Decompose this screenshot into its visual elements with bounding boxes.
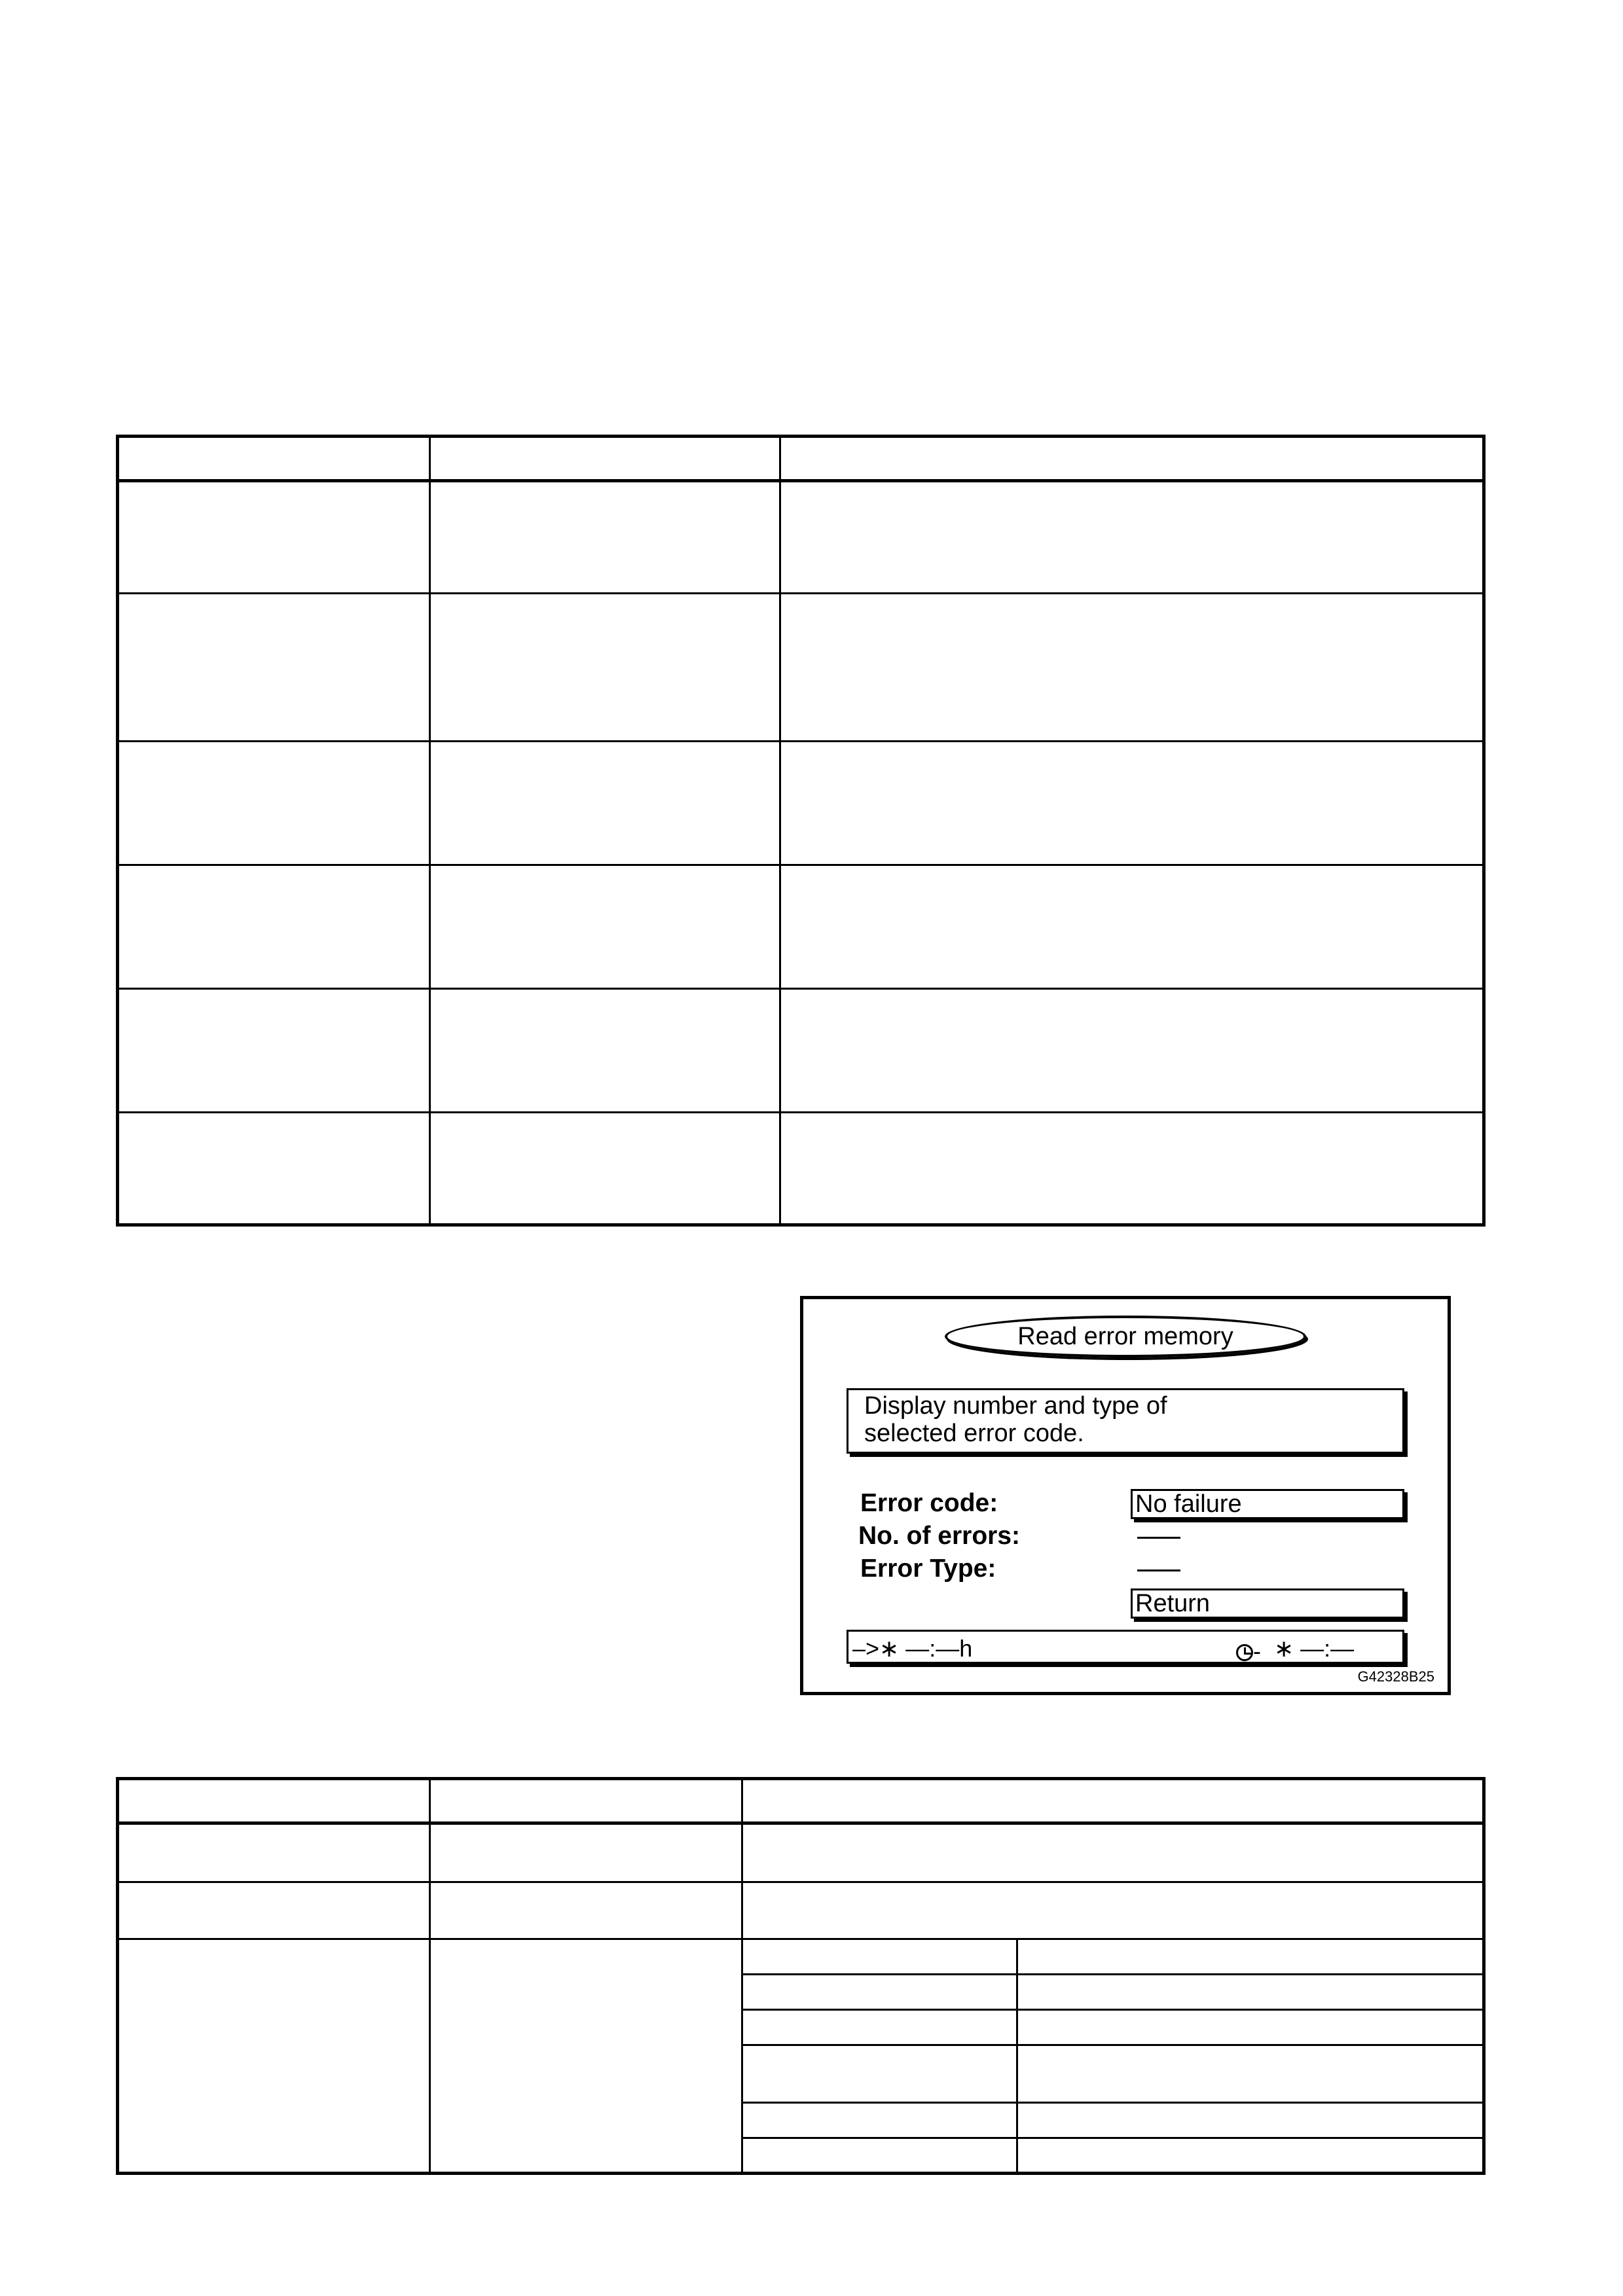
errors-count-value <box>1137 1537 1180 1539</box>
table-row <box>118 594 1484 742</box>
table-row <box>118 989 1484 1113</box>
info-text-line-2: selected error code. <box>864 1420 1084 1447</box>
table-row <box>118 865 1484 989</box>
return-button[interactable]: Return <box>1131 1588 1404 1619</box>
error-type-value <box>1137 1570 1180 1571</box>
errors-count-label: No. of errors: <box>858 1522 1021 1550</box>
table-row <box>118 481 1484 594</box>
table-row <box>118 742 1484 865</box>
upper-table <box>116 435 1486 1227</box>
info-text-line-1: Display number and type of <box>864 1392 1167 1420</box>
lower-table <box>116 1777 1486 2175</box>
table-row <box>118 1939 1484 1975</box>
screen-title: Read error memory <box>945 1316 1306 1357</box>
screen-info-box <box>847 1388 1404 1454</box>
table-header-row <box>118 437 1484 481</box>
table-row <box>118 1882 1484 1939</box>
error-type-label: Error Type: <box>860 1554 996 1583</box>
table-row <box>118 1113 1484 1225</box>
figure-reference: G42328B25 <box>1357 1668 1434 1685</box>
status-bar <box>847 1630 1404 1664</box>
read-error-memory-screen-figure <box>800 1296 1451 1695</box>
error-code-label: Error code: <box>860 1489 998 1517</box>
table-header-row <box>118 1779 1484 1823</box>
clock-icon: - <box>1236 1638 1261 1665</box>
error-code-field[interactable]: No failure <box>1131 1489 1404 1519</box>
status-time: ∗ —:— <box>1274 1635 1355 1662</box>
status-operating-hours: –>∗ —:—h <box>852 1635 973 1662</box>
table-row <box>118 1823 1484 1882</box>
